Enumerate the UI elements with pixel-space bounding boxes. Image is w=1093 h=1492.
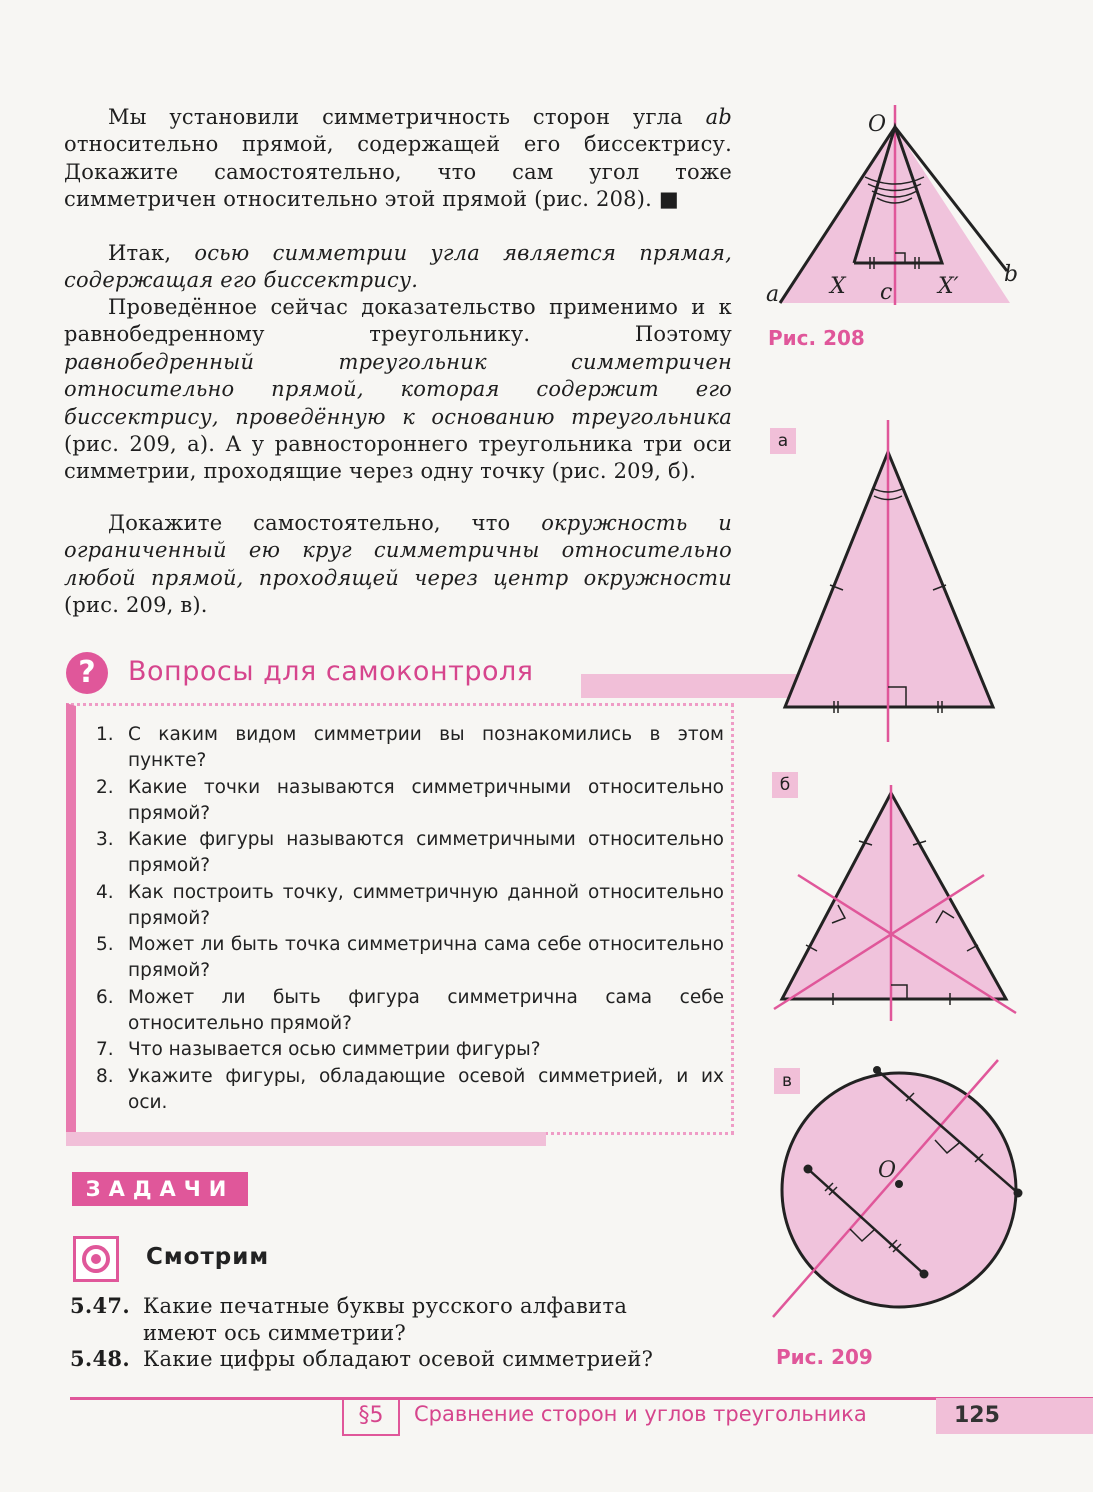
task-text-cont: имеют ось симметрии?	[143, 1321, 407, 1345]
paragraph-angle-symmetry	[64, 104, 732, 214]
self-control-header	[66, 652, 736, 702]
paragraph-isosceles	[64, 294, 732, 486]
p4-text-b: (рис. 209, в).	[64, 593, 208, 618]
look-section-title: Смотрим	[146, 1244, 270, 1270]
questions-box-bottom-bar	[66, 1132, 546, 1146]
fig209-caption: Рис. 209	[776, 1345, 873, 1369]
p1-text-b: относительно прямой, содержащей его биссектрису. Докажите самостоятельно, что сам угол тоже симметричен относительно этой прямой (рис. 208). ■	[64, 132, 732, 212]
paragraph-axis-conclusion	[64, 240, 732, 295]
task-5-48	[70, 1345, 740, 1373]
questions-list	[96, 722, 724, 1116]
list-item: 5. Может ли быть точка симметрична сама себе относительно прямой?	[96, 934, 724, 981]
p2-text: Итак,	[108, 241, 195, 265]
figure-209b	[770, 785, 1030, 1025]
figure-209c	[770, 1055, 1040, 1325]
label-X: X	[830, 274, 846, 299]
label-X-prime: X′	[938, 274, 959, 299]
task-5-47	[70, 1292, 740, 1347]
task-text: Какие печатные буквы русского алфавита	[143, 1294, 628, 1318]
list-item: 7. Что называется осью симметрии фигуры?	[96, 1039, 541, 1060]
p4-italic: окружность и ограниченный ею круг симметричны относительно любой прямой, проходящей через центр окружности	[64, 511, 732, 590]
label-center-O: O	[878, 1158, 897, 1183]
list-item: 1. С каким видом симметрии вы познакомились в этом пункте?	[96, 724, 724, 771]
self-control-title: Вопросы для самоконтроля	[128, 656, 534, 687]
p2-italic: осью симметрии угла является прямая, содержащая его биссектрису.	[64, 241, 732, 293]
label-c: c	[880, 280, 893, 305]
label-O: O	[868, 112, 887, 137]
label-a: a	[766, 282, 780, 307]
list-item: 4. Как построить точку, симметричную данной относительно прямой?	[96, 881, 724, 929]
p1-italic: ab	[705, 105, 732, 129]
eye-target-icon	[73, 1236, 119, 1282]
fig209-label-c: в	[774, 1068, 800, 1094]
list-item: 3. Какие фигуры называются симметричными относительно прямой?	[96, 829, 724, 876]
question-icon: ?	[66, 652, 108, 694]
fig209-label-b: б	[772, 772, 798, 798]
task-number: 5.48.	[70, 1346, 130, 1371]
task-number: 5.47.	[70, 1293, 130, 1318]
section-number: §5	[342, 1398, 400, 1436]
p3-italic: равнобедренный треугольник симметричен относительно прямой, которая содержит его биссектрису, проведённую к основанию треугольника	[64, 349, 732, 429]
header-accent-bar	[581, 674, 801, 698]
list-item: 6. Может ли быть фигура симметрична сама себе относительно прямой?	[96, 986, 724, 1034]
tasks-banner: ЗАДАЧИ	[72, 1172, 248, 1206]
p3-text-a: Проведённое сейчас доказательство применимо и к равнобедренному треугольнику. Поэтому	[64, 295, 732, 347]
fig209-label-a: а	[770, 428, 796, 454]
figure-208	[760, 105, 1040, 315]
task-text: Какие цифры обладают осевой симметрией?	[143, 1347, 654, 1371]
p1-text-a: Мы установили симметричность сторон угла	[108, 105, 706, 129]
p3-text-b: (рис. 209, а). А у равностороннего треугольника три оси симметрии, проходящие через одну точку (рис. 209, б).	[64, 432, 732, 484]
list-item: 8. Укажите фигуры, обладающие осевой симметрией, и их оси.	[96, 1065, 724, 1113]
fig208-caption: Рис. 208	[768, 326, 865, 350]
paragraph-circle	[64, 510, 732, 620]
list-item: 2. Какие точки называются симметричными относительно прямой?	[96, 776, 724, 824]
section-title: Сравнение сторон и углов треугольника	[414, 1402, 867, 1426]
page-number: 125	[936, 1398, 1093, 1434]
label-b: b	[1004, 262, 1019, 287]
p4-text-a: Докажите самостоятельно, что	[108, 511, 542, 535]
figure-209a	[775, 420, 1005, 750]
